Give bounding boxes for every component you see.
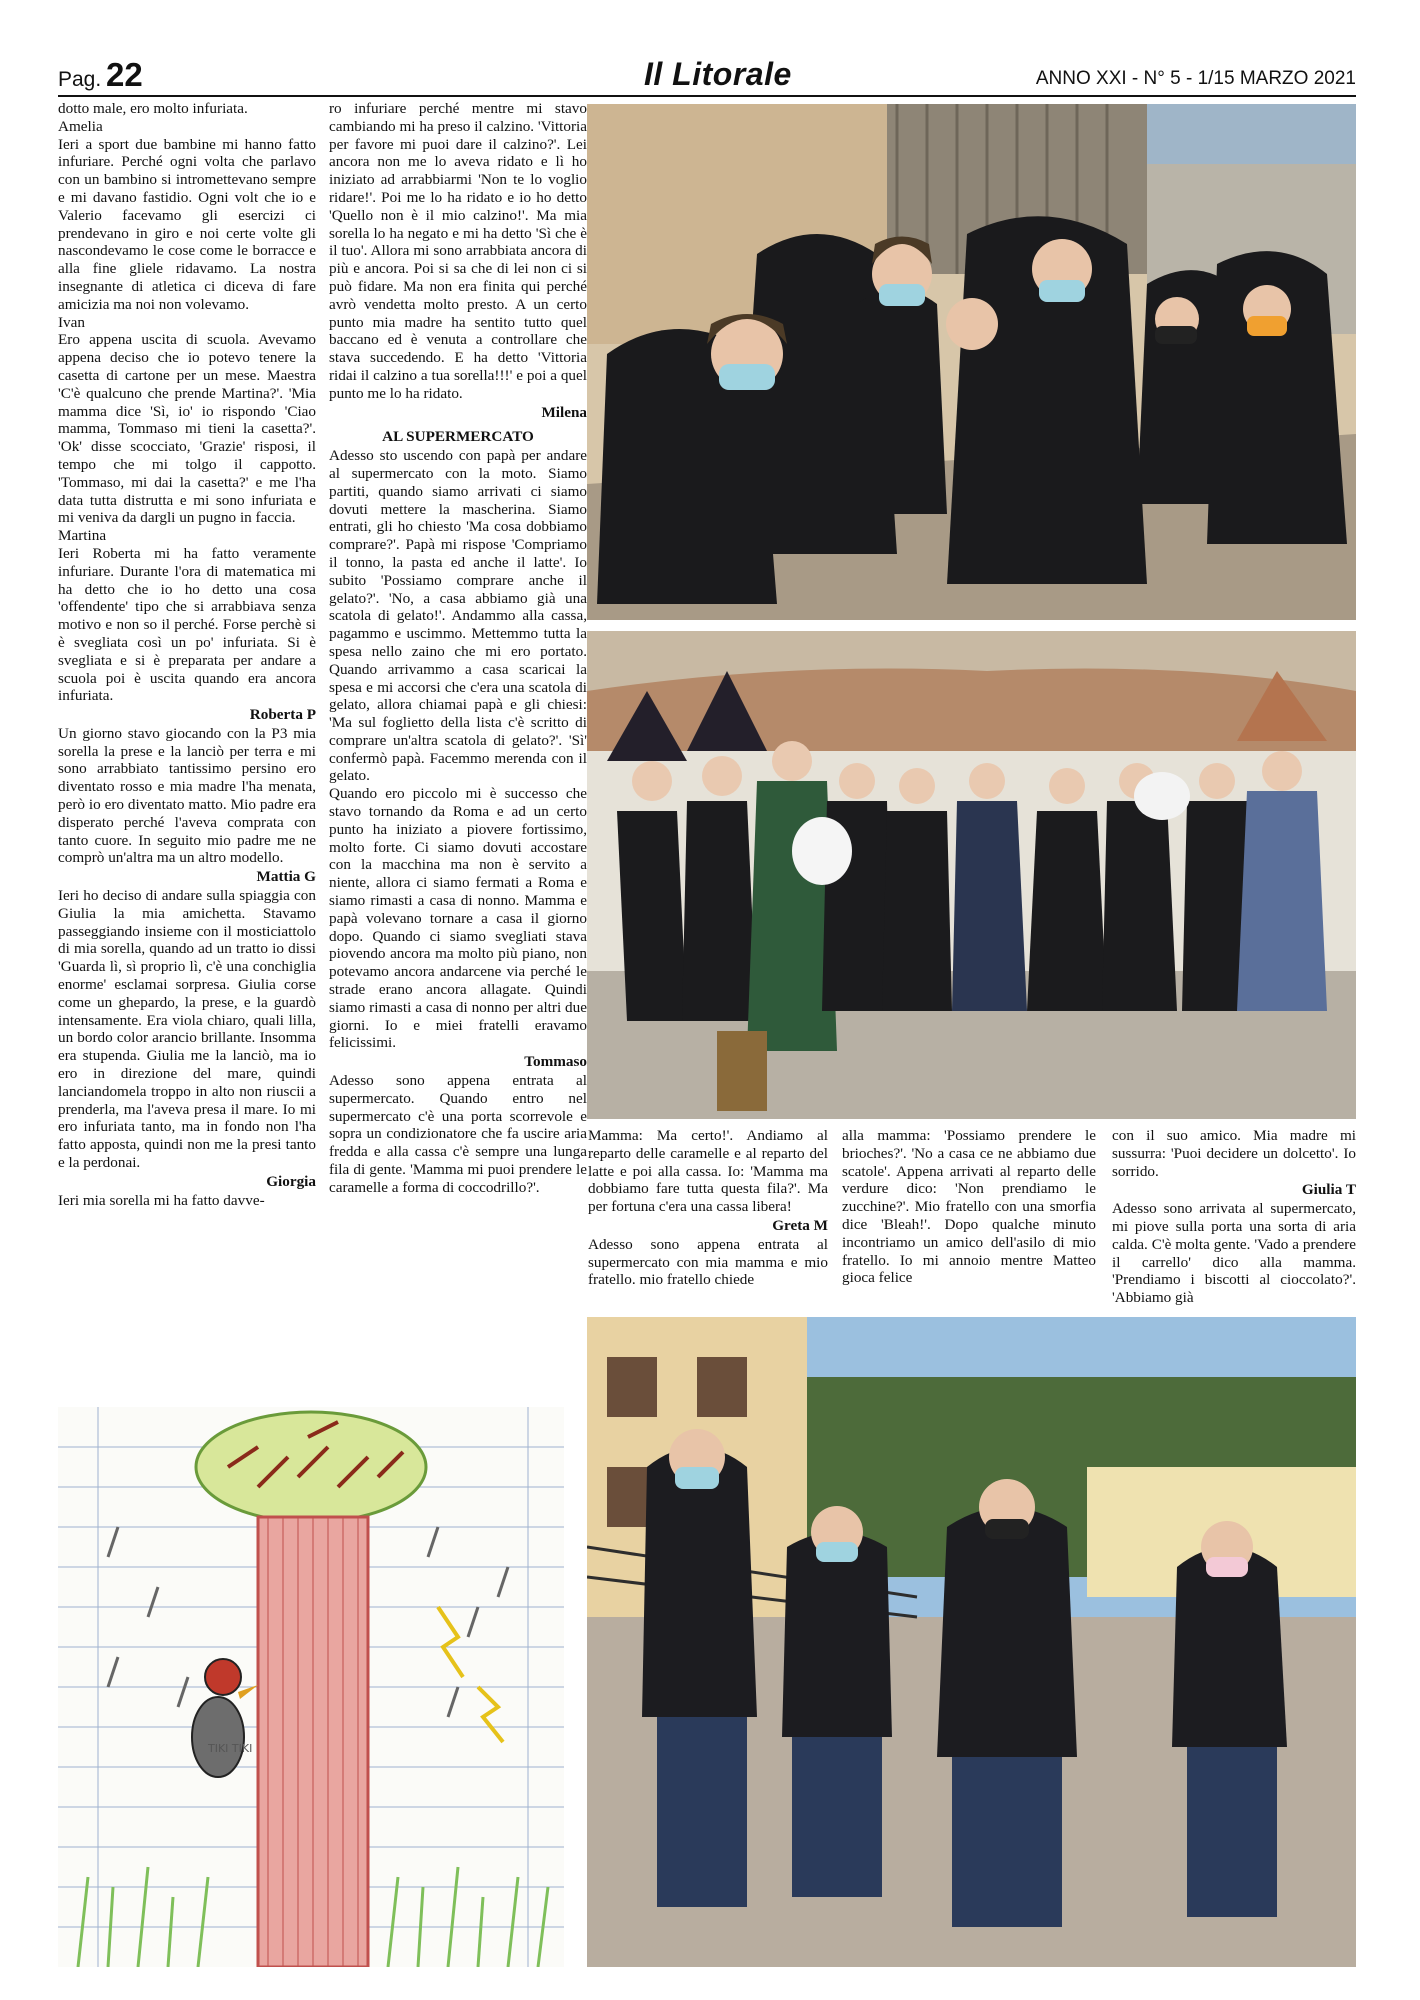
author-name: Ivan (58, 313, 85, 331)
article-paragraph: Ieri a sport due bambine mi hanno fatto infuriare. Perché ogni volta che parlavo con un bambino si intromettevano sempre e mi davano fastidio. Ogni volt che io e Valerio facevamo gli esercizi ci prendevano in giro e noi certe volte gli nascondevamo le cose come le borracce e alla fine gliele ridavamo. La nostra insegnante di atletica ci diceva di fare amicizia ma noi non volevamo. (58, 135, 316, 313)
article-column-3 (588, 1127, 828, 1289)
article-paragraph: Ieri Roberta mi ha fatto veramente infuriare. Durante l'ora di matematica mi ha detto che io ho detto una cosa 'offendente' tipo che si arrabbiava senza motivo e non so il perché. Forse perchè si è svegliata così un po' infuriata. Si è svegliata e si è preparata per andare a scuola poi è uscita quando era ancora infuriata. (58, 544, 316, 705)
issue-info: ANNO XXI - N° 5 - 1/15 MARZO 2021 (1035, 68, 1356, 89)
author-signature: Tommaso (524, 1053, 587, 1071)
section-heading: AL SUPERMERCATO (382, 428, 534, 446)
article-column-5 (1112, 1127, 1356, 1307)
drawing-tree-woodpecker (58, 1407, 564, 1967)
page-header (58, 58, 1356, 94)
article-paragraph: alla mamma: 'Possiamo prendere le brioches?'. 'No a casa ce ne abbiamo due scatole'. Appena arrivati al reparto delle verdure dico: 'Non prendiamo le zucchine?'. Mio fratello con una smorfia dice 'Bleah!'. Dopo qualche minuto incontriamo un amico dell'asilo di mio fratello. Io mi annoio mentre Matteo gioca felice (842, 1127, 1096, 1287)
author-signature: Giorgia (266, 1172, 316, 1190)
page-label: Pag. (58, 68, 102, 91)
article-paragraph: dotto male, ero molto infuriata. (58, 100, 248, 117)
photo-children-outdoors (587, 1317, 1356, 1967)
photo-teachers-witches (587, 631, 1356, 1119)
article-paragraph: Ieri ho deciso di andare sulla spiaggia con Giulia la mia amichetta. Stavamo passeggiando insieme con il mosticiattolo di mia sorella, quando ad un tratto io dissi 'Guarda lì, sì proprio lì, c'è una conchiglia enorme' esclamai sorpresa. Giulia corse come un ghepardo, la prese, e la guardò intensamente. Era viola chiaro, quali lilla, un bordo color arancio brillante. Insomma era stupenda. Giulia me la lanciò, ma io ero in direzione del mare, quindi lanciandomela troppo in alto non riuscii a prenderla, ma l'aveva presa il mare. Io mi ero infuriata tanto, ma in fondo non l'ha fatto apposta, quindi non me la presi tanto e la perdonai. (58, 887, 316, 1172)
page-number: 22 (106, 56, 143, 93)
drawing-bird-text: TIKI TIKI (208, 1742, 253, 1755)
article-paragraph: Adesso sono appena entrata al supermercato con mia mamma e mio fratello. mio fratello chiede (588, 1235, 828, 1289)
author-signature: Greta M (772, 1216, 828, 1234)
article-paragraph: Mamma: Ma certo!'. Andiamo al reparto delle caramelle e al reparto del latte e poi alla cassa. Io: 'Mamma ma dobbiamo fare tutta questa fila?'. Ma per fortuna c'era una cassa libera! (588, 1127, 828, 1216)
author-signature: Giulia T (1301, 1181, 1356, 1199)
photo-teachers-witches-image (587, 631, 1356, 1119)
article-paragraph: Adesso sono appena entrata al supermercato. Quando entro nel supermercato c'è una porta scorrevole e sopra un condizionatore che fa uscire aria fredda e alla cassa c'è sempre una lunga fila di gente. 'Mamma mi puoi prendere le caramelle a forma di coccodrillo?'. (329, 1072, 587, 1196)
article-column-1 (58, 100, 316, 1209)
article-paragraph: Ieri mia sorella mi ha fatto davve- (58, 1191, 265, 1209)
photo-children-outdoors-image (587, 1317, 1356, 1967)
article-paragraph: Adesso sto uscendo con papà per andare al supermercato con la moto. Siamo partiti, quando siamo arrivati ci siamo dovuti mettere la mascherina. Siamo entrati, gli ho chiesto 'Ma cosa dobbiamo comprare?'. Papà mi rispose 'Compriamo il tonno, la pasta ed anche il latte'. Io subito 'Possiamo comprare anche il gelato?'. 'No, a casa abbiamo già una scatola di gelato!'. Andammo alla cassa, pagammo e uscimmo. Mettemmo tutta la spesa nello zaino che mi ero portato. Quando arrivammo a casa scaricai la spesa e mi accorsi che c'era una scatola di gelato, allora chiamai papà e gli chiesi: 'Ma sul foglietto della lista c'è scritto di comprare un'altra scatola di gelato?'. 'Sì' confermò papà. Facemmo merenda con il gelato. (329, 447, 587, 785)
masthead-title: Il Litorale (644, 56, 792, 92)
author-name: Amelia (58, 117, 103, 135)
photo-children-costumes-image (587, 104, 1356, 620)
author-signature: Roberta P (249, 706, 316, 724)
article-paragraph: ro infuriare perché mentre mi stavo cambiando mi ha preso il calzino. 'Vittoria per favore mi puoi dare il calzino?'. Lei ancora non me lo aveva ridato e lì ho iniziato ad arrabbiarmi 'Non te lo voglio ridare!'. Poi me lo ha ridato e io ho detto 'Quello non è il mio calzino!'. Ma mia sorella lo ha negato e mi ha detto 'Sì che è il tuo'. Allora mi sono arrabbiata ancora di più e ancora. Poi si sa che di lei non ci si può fidare. Ma non era finita qui perché avrò vendetta molto presto. A un certo punto mia madre ha sentito tutto quel baccano ed è venuta a controllare che stava succedendo. E ha detto 'Vittoria ridai il calzino a tua sorella!!!' e poi a quel punto me lo ha ridato. (329, 100, 587, 402)
author-signature: Milena (541, 403, 587, 421)
article-paragraph: con il suo amico. Mia madre mi sussurra: 'Puoi decidere un dolcetto'. Io sorrido. (1112, 1127, 1356, 1180)
article-paragraph: Adesso sono arrivata al supermercato, mi piove sulla porta una sorta di aria calda. C'è molta gente. 'Vado a prendere il carrello' dico alla mamma. 'Prendiamo i biscotti al cioccolato?'. 'Abbiamo già (1112, 1200, 1356, 1307)
author-name: Martina (58, 527, 107, 545)
article-paragraph: Quando ero piccolo mi è successo che stavo tornando da Roma e ad un certo punto ha iniziato a piovere fortissimo, molto forte. Ci siamo dovuti accostare con la macchina ma non è servito a niente, allora ci siamo fermati a Roma e siamo rimasti a casa di nonno. Mamma e papà volevano tornare a casa il giorno dopo. Quando ci siamo svegliati stava piovendo ancora ma molto più piano, non potevamo ancora andarcene via perché le strade erano ancora allagate. Quindi siamo rimasti a casa di nonno per altri due giorni. Io e miei fratelli eravamo felicissimi. (329, 785, 587, 1052)
article-paragraph: Un giorno stavo giocando con la P3 mia sorella la prese e la lanciò per terra e mi sono arrabbiato tantissimo persino ero diventato rosso e mia madre l'ha menata, però io ero diventato matto. Mio padre era disperato perché l'aveva comprata con tanto cuore. In seguito mio padre me ne comprò un'altra ma un altro modello. (58, 724, 316, 867)
drawing-tree-woodpecker-image (58, 1407, 564, 1967)
article-paragraph: Ero appena uscita di scuola. Avevamo appena deciso che io potevo tenere la casetta di cartone per un mese. Maestra 'C'è qualcuno che prende Martina?'. 'Mia mamma dice 'Sì, io' io rispondo 'Ciao mamma, Tommaso mi tieni la casetta?'. 'Ok' disse scocciato, 'Grazie' risposi, il tempo che mi tolgo il cappotto. 'Tommaso, mi dai la casetta?' e me l'ha data tutta distrutta e mi sono infuriata e mi veniva da dargli un pugno in faccia. (58, 331, 316, 527)
author-signature: Mattia G (256, 868, 316, 886)
article-column-4 (842, 1127, 1096, 1287)
photo-children-costumes (587, 104, 1356, 620)
article-column-2 (329, 100, 587, 1197)
header-rule (58, 95, 1356, 97)
